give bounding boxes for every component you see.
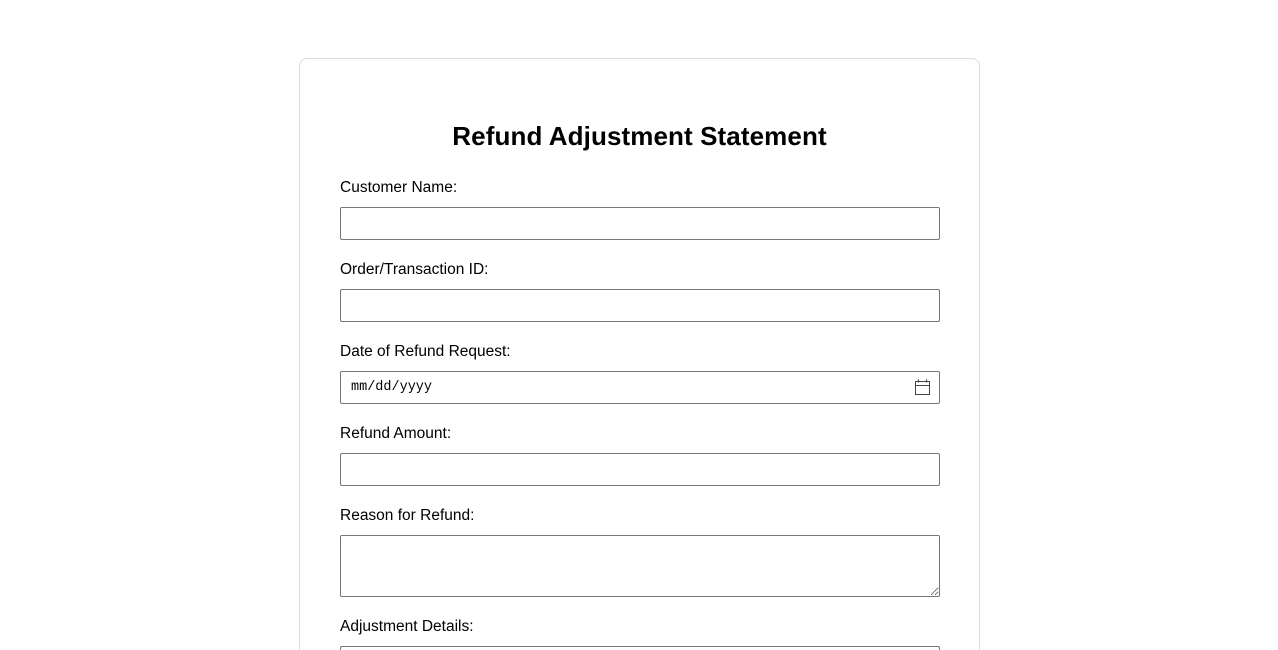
calendar-icon[interactable] (915, 379, 930, 395)
customer-name-input[interactable] (340, 207, 940, 240)
page-title: Refund Adjustment Statement (452, 121, 827, 151)
field-group-order-transaction-id (340, 260, 939, 322)
field-group-adjustment-details (340, 617, 939, 650)
field-group-refund-amount (340, 424, 939, 486)
field-group-reason-for-refund (340, 506, 939, 597)
date-placeholder-text: mm/dd/yyyy (351, 380, 433, 395)
refund-amount-label: Refund Amount: (340, 425, 452, 442)
field-group-customer-name (340, 178, 939, 240)
order-transaction-id-input[interactable] (340, 289, 940, 322)
date-of-refund-request-input[interactable] (340, 371, 940, 404)
order-transaction-id-label: Order/Transaction ID: (340, 261, 489, 278)
customer-name-label: Customer Name: (340, 179, 458, 196)
reason-for-refund-label: Reason for Refund: (340, 507, 475, 524)
adjustment-details-label: Adjustment Details: (340, 618, 474, 635)
refund-amount-input[interactable] (340, 453, 940, 486)
adjustment-details-textarea[interactable] (340, 646, 940, 650)
refund-adjustment-form-card (299, 58, 980, 650)
reason-for-refund-textarea[interactable] (340, 535, 940, 597)
field-group-date-of-refund-request (340, 342, 939, 404)
date-input-wrapper (340, 371, 940, 404)
date-of-refund-request-label: Date of Refund Request: (340, 343, 511, 360)
